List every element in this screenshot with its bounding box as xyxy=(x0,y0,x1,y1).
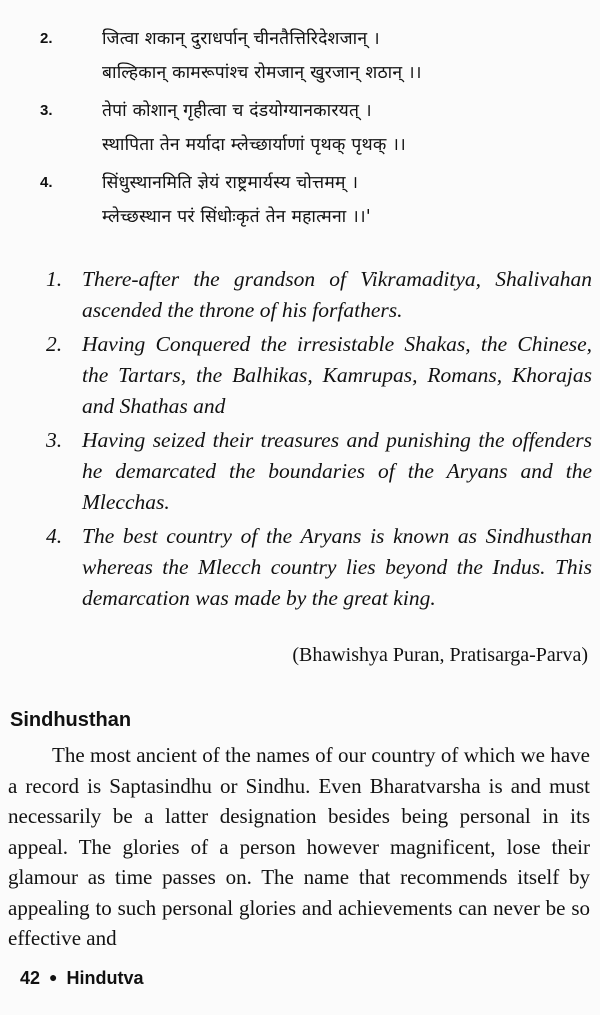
verse-4 xyxy=(40,166,580,234)
citation: (Bhawishya Puran, Pratisarga-Parva) xyxy=(292,644,588,666)
bullet-icon: ● xyxy=(49,969,58,985)
sanskrit-verses xyxy=(40,22,580,238)
page-footer xyxy=(20,968,144,989)
verse-line: स्थापिता तेन मर्यादा म्लेच्छार्याणां पृथक् पृथक् ।। xyxy=(102,135,406,155)
translation-text: The best country of the Aryans is known as Sindhusthan whereas the Mlecch country lies beyond the Indus. This demarcation was made by the great king. xyxy=(82,524,592,610)
verse-line: बाल्हिकान् कामरूपांश्च रोमजान् खुरजान् शठान् ।। xyxy=(102,63,422,83)
translation-number: 3. xyxy=(46,428,63,452)
body-paragraph: The most ancient of the names of our country of which we have a record is Saptasindhu or Sindhu. Even Bharatvarsha is and must necessarily be a latter designation besides being personal in its appeal. The glories of a person however magnificent, lose their glamour as time passes on. The name that recommends itself by appealing to such personal glories and achievements can never be so effective and xyxy=(8,743,590,950)
translation-item xyxy=(46,264,592,326)
verse-line: सिंधुस्थानमिति ज्ञेयं राष्ट्रमार्यस्य चोत्तमम् । xyxy=(102,173,359,193)
translation-list xyxy=(46,264,592,617)
verse-number: 2. xyxy=(40,30,53,47)
verse-line: तेपां कोशान् गृहीत्वा च दंडयोग्यानकारयत् । xyxy=(102,101,372,121)
book-title: Hindutva xyxy=(66,968,144,988)
translation-number: 2. xyxy=(46,332,63,356)
verse-line: म्लेच्छस्थान परं सिंधोःकृतं तेन महात्मना ।।' xyxy=(102,207,371,227)
verse-number: 4. xyxy=(40,174,53,191)
page-number: 42 xyxy=(20,968,41,988)
translation-number: 4. xyxy=(46,524,63,548)
translation-text: Having Conquered the irresistable Shakas, the Chinese, the Tartars, the Balhikas, Kamrupas, Romans, Khorajas and Shathas and xyxy=(82,332,592,418)
verse-number: 3. xyxy=(40,102,53,119)
translation-number: 1. xyxy=(46,267,63,291)
translation-text: There-after the grandson of Vikramaditya, Shalivahan ascended the throne of his forfathers. xyxy=(82,267,592,322)
verse-line: जित्वा शकान् दुराधर्पान् चीनतैत्तिरिदेशजान् । xyxy=(102,29,380,49)
verse-2 xyxy=(40,22,580,90)
translation-item xyxy=(46,329,592,422)
verse-3 xyxy=(40,94,580,162)
translation-item xyxy=(46,521,592,614)
translation-text: Having seized their treasures and punishing the offenders he demarcated the boundaries of the Aryans and the Mlecchas. xyxy=(82,428,592,514)
section-heading: Sindhusthan xyxy=(10,709,132,731)
translation-item xyxy=(46,425,592,518)
